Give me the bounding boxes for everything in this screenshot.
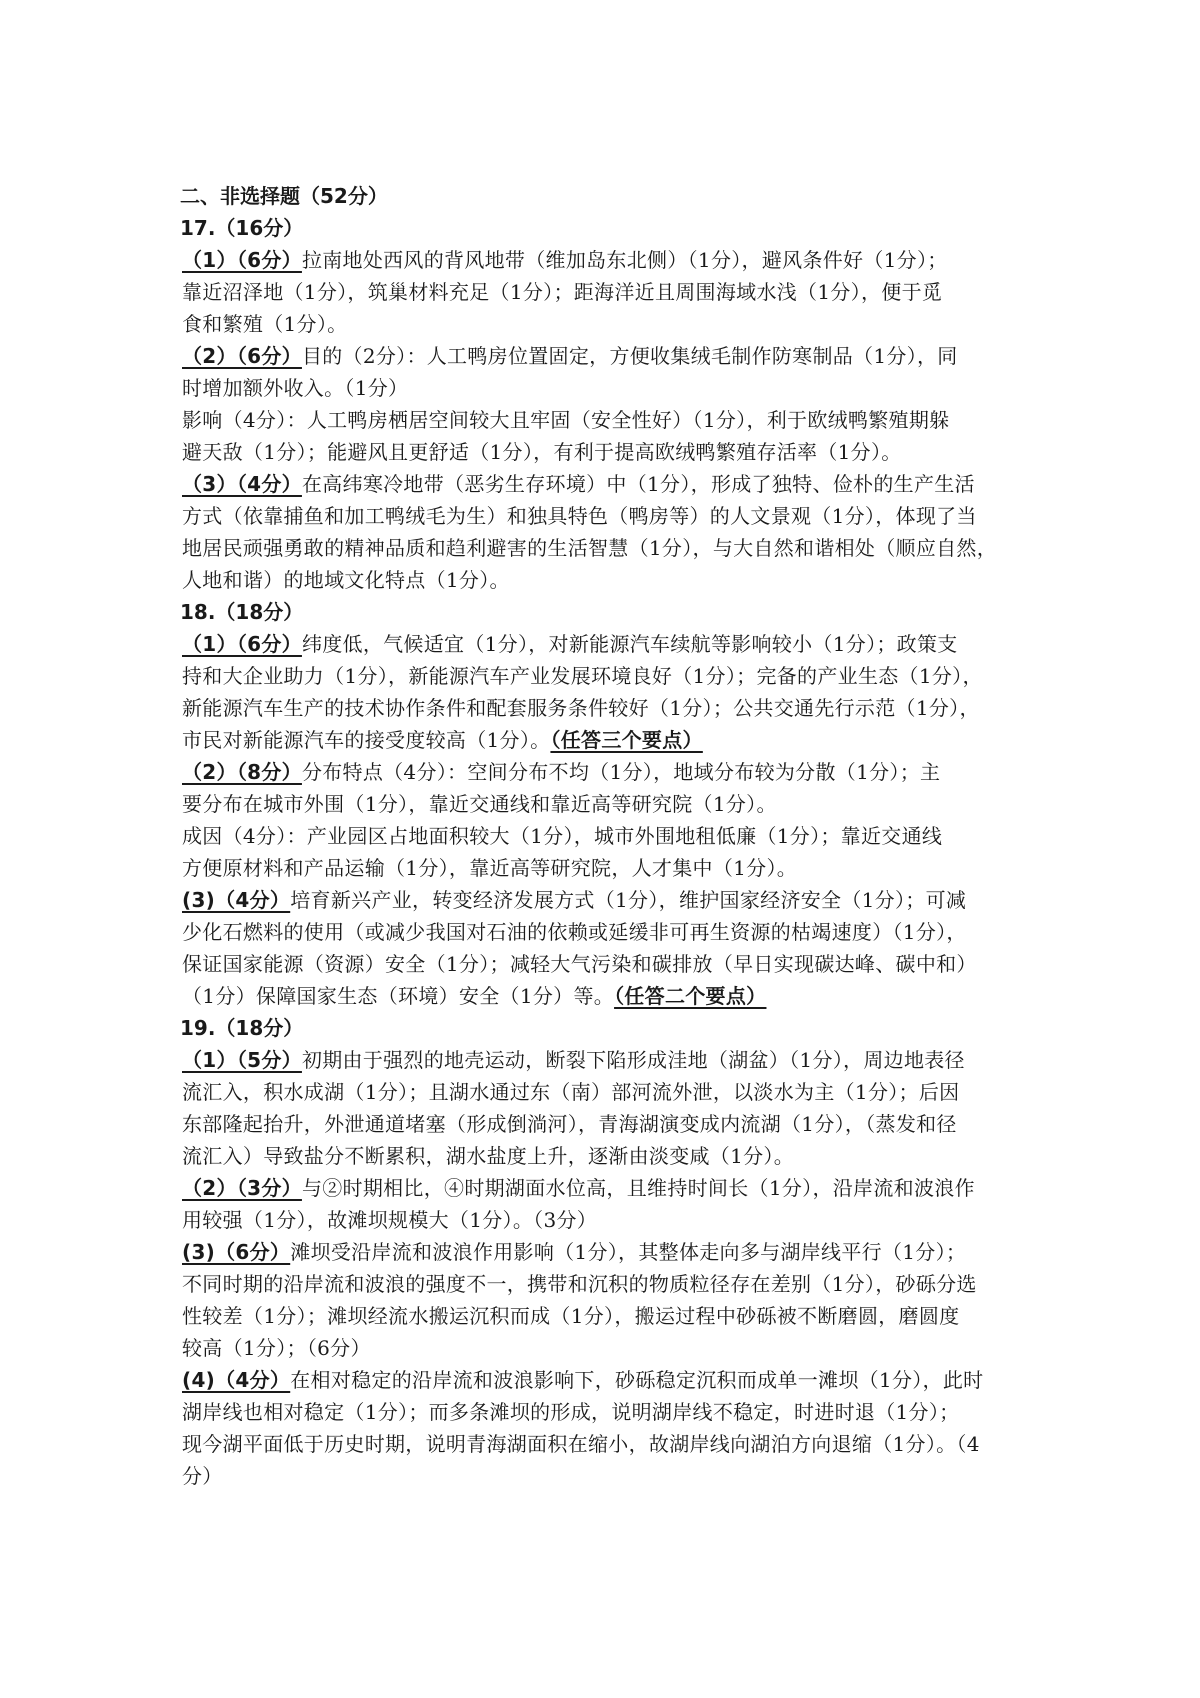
q17-line: 靠近沼泽地（1分），筑巢材料充足（1分）；距海洋近且周围海域水浅（1分），便于觅 [182,280,943,304]
q18-line [182,980,1032,1012]
q17-line: 影响（4分）：人工鸭房栖居空间较大且牢固（安全性好）（1分），利于欧绒鸭繁殖期躲 [182,408,950,432]
q17-text: 目的（2分）：人工鸭房位置固定，方便收集绒毛制作防寒制品（1分），同 [301,344,958,368]
q19-line [182,1236,1032,1268]
q17-line: 方式（依靠捕鱼和加工鸭绒毛为生）和独具特色（鸭房等）的人文景观（1分），体现了当 [182,504,977,528]
q19-line: 较高（1分）；（6分） [182,1336,371,1360]
q17-line: 避天敌（1分）；能避风且更舒适（1分），有利于提高欧绒鸭繁殖存活率（1分）。 [182,440,902,464]
q17-text: 拉南地处西风的背风地带（维加岛东北侧）（1分），避风条件好（1分）； [301,248,948,272]
q19-line: 流汇入）导致盐分不断累积，湖水盐度上升，逐渐由淡变咸（1分）。 [182,1144,795,1168]
q19-part1-label: （1）（5分） [182,1048,302,1072]
q17-line [182,468,1032,500]
question-17-heading: 17.（16分） [180,216,304,240]
q19-text: 在相对稳定的沿岸流和波浪影响下，砂砾稳定沉积而成单一滩坝（1分），此时 [290,1368,984,1392]
q18-line: 要分布在城市外围（1分），靠近交通线和靠近高等研究院（1分）。 [182,792,777,816]
q18-line [182,884,1032,916]
q18-line [182,756,1032,788]
q18-line: 新能源汽车生产的技术协作条件和配套服务条件较好（1分）；公共交通先行示范（1分）， [182,696,980,720]
q19-part3-label: (3)（6分） [182,1240,291,1264]
q18-part1-label: （1）（6分） [182,632,302,656]
q18-text: （1分）保障国家生态（环境）安全（1分）等。 [182,984,615,1008]
q18-line: 持和大企业助力（1分），新能源汽车产业发展环境良好（1分）；完备的产业生态（1分）， [182,664,983,688]
q19-line: 湖岸线也相对稳定（1分）；而多条滩坝的形成，说明湖岸线不稳定，时进时退（1分）； [182,1400,960,1424]
q19-line [182,1364,1032,1396]
q18-answer-note: （任答二个要点） [614,984,767,1008]
q18-line [182,628,1032,660]
q19-line [182,1044,1032,1076]
question-19-heading: 19.（18分） [180,1016,304,1040]
q18-text: 分布特点（4分）：空间分布不均（1分），地域分布较为分散（1分）；主 [301,760,941,784]
q17-line [182,244,1032,276]
q19-line [182,1172,1032,1204]
section-title: 二、非选择题（52分） [180,184,388,208]
q19-line: 东部隆起抬升，外泄通道堵塞（形成倒淌河），青海湖演变成内流湖（1分），（蒸发和径 [182,1112,957,1136]
q19-line: 现今湖平面低于历史时期，说明青海湖面积在缩小，故湖岸线向湖泊方向退缩（1分）。（4 [182,1432,980,1456]
q18-line: 少化石燃料的使用（或减少我国对石油的依赖或延缓非可再生资源的枯竭速度）（1分）， [182,920,967,944]
q17-line: 人地和谐）的地域文化特点（1分）。 [182,568,510,592]
q19-text: 初期由于强烈的地壳运动，断裂下陷形成洼地（湖盆）（1分），周边地表径 [301,1048,965,1072]
q18-answer-note: （任答三个要点） [550,728,703,752]
q18-text: 纬度低，气候适宜（1分），对新能源汽车续航等影响较小（1分）；政策支 [301,632,958,656]
q19-line: 不同时期的沿岸流和波浪的强度不一，携带和沉积的物质粒径存在差别（1分），砂砾分选 [182,1272,977,1296]
q19-line: 用较强（1分），故滩坝规模大（1分）。（3分） [182,1208,598,1232]
q19-text: 滩坝受沿岸流和波浪作用影响（1分），其整体走向多与湖岸线平行（1分）； [290,1240,967,1264]
q19-text: 与②时期相比，④时期湖面水位高，且维持时间长（1分），沿岸流和波浪作 [301,1176,975,1200]
q17-line [182,340,1032,372]
q18-part2-label: （2）（8分） [182,760,302,784]
q17-line: 时增加额外收入。（1分） [182,376,409,400]
q18-line: 成因（4分）：产业园区占地面积较大（1分），城市外围地租低廉（1分）；靠近交通线 [182,824,943,848]
q17-line: 地居民顽强勇敢的精神品质和趋利避害的生活智慧（1分），与大自然和谐相处（顺应自然， [182,536,998,560]
q18-part3-label: (3)（4分） [182,888,291,912]
q18-line: 方便原材料和产品运输（1分），靠近高等研究院，人才集中（1分）。 [182,856,798,880]
q18-line: 保证国家能源（资源）安全（1分）；减轻大气污染和碳排放（早日实现碳达峰、碳中和） [182,952,977,976]
q19-part2-label: （2）（3分） [182,1176,302,1200]
q19-line: 分） [182,1464,223,1488]
q17-part2-label: （2）（6分） [182,344,302,368]
q19-part4-label: (4)（4分） [182,1368,291,1392]
q18-line [182,724,1032,756]
q18-text: 市民对新能源汽车的接受度较高（1分）。 [182,728,551,752]
q17-part1-label: （1）（6分） [182,248,302,272]
q19-line: 性较差（1分）；滩坝经流水搬运沉积而成（1分），搬运过程中砂砾被不断磨圆，磨圆度 [182,1304,960,1328]
question-18-heading: 18.（18分） [180,600,304,624]
q17-line: 食和繁殖（1分）。 [182,312,348,336]
q19-line: 流汇入，积水成湖（1分）；且湖水通过东（南）部河流外泄，以淡水为主（1分）；后因 [182,1080,960,1104]
q17-part3-label: （3）（4分） [182,472,302,496]
q18-text: 培育新兴产业，转变经济发展方式（1分），维护国家经济安全（1分）；可减 [290,888,967,912]
q17-text: 在高纬寒冷地带（恶劣生存环境）中（1分），形成了独特、俭朴的生产生活 [301,472,975,496]
